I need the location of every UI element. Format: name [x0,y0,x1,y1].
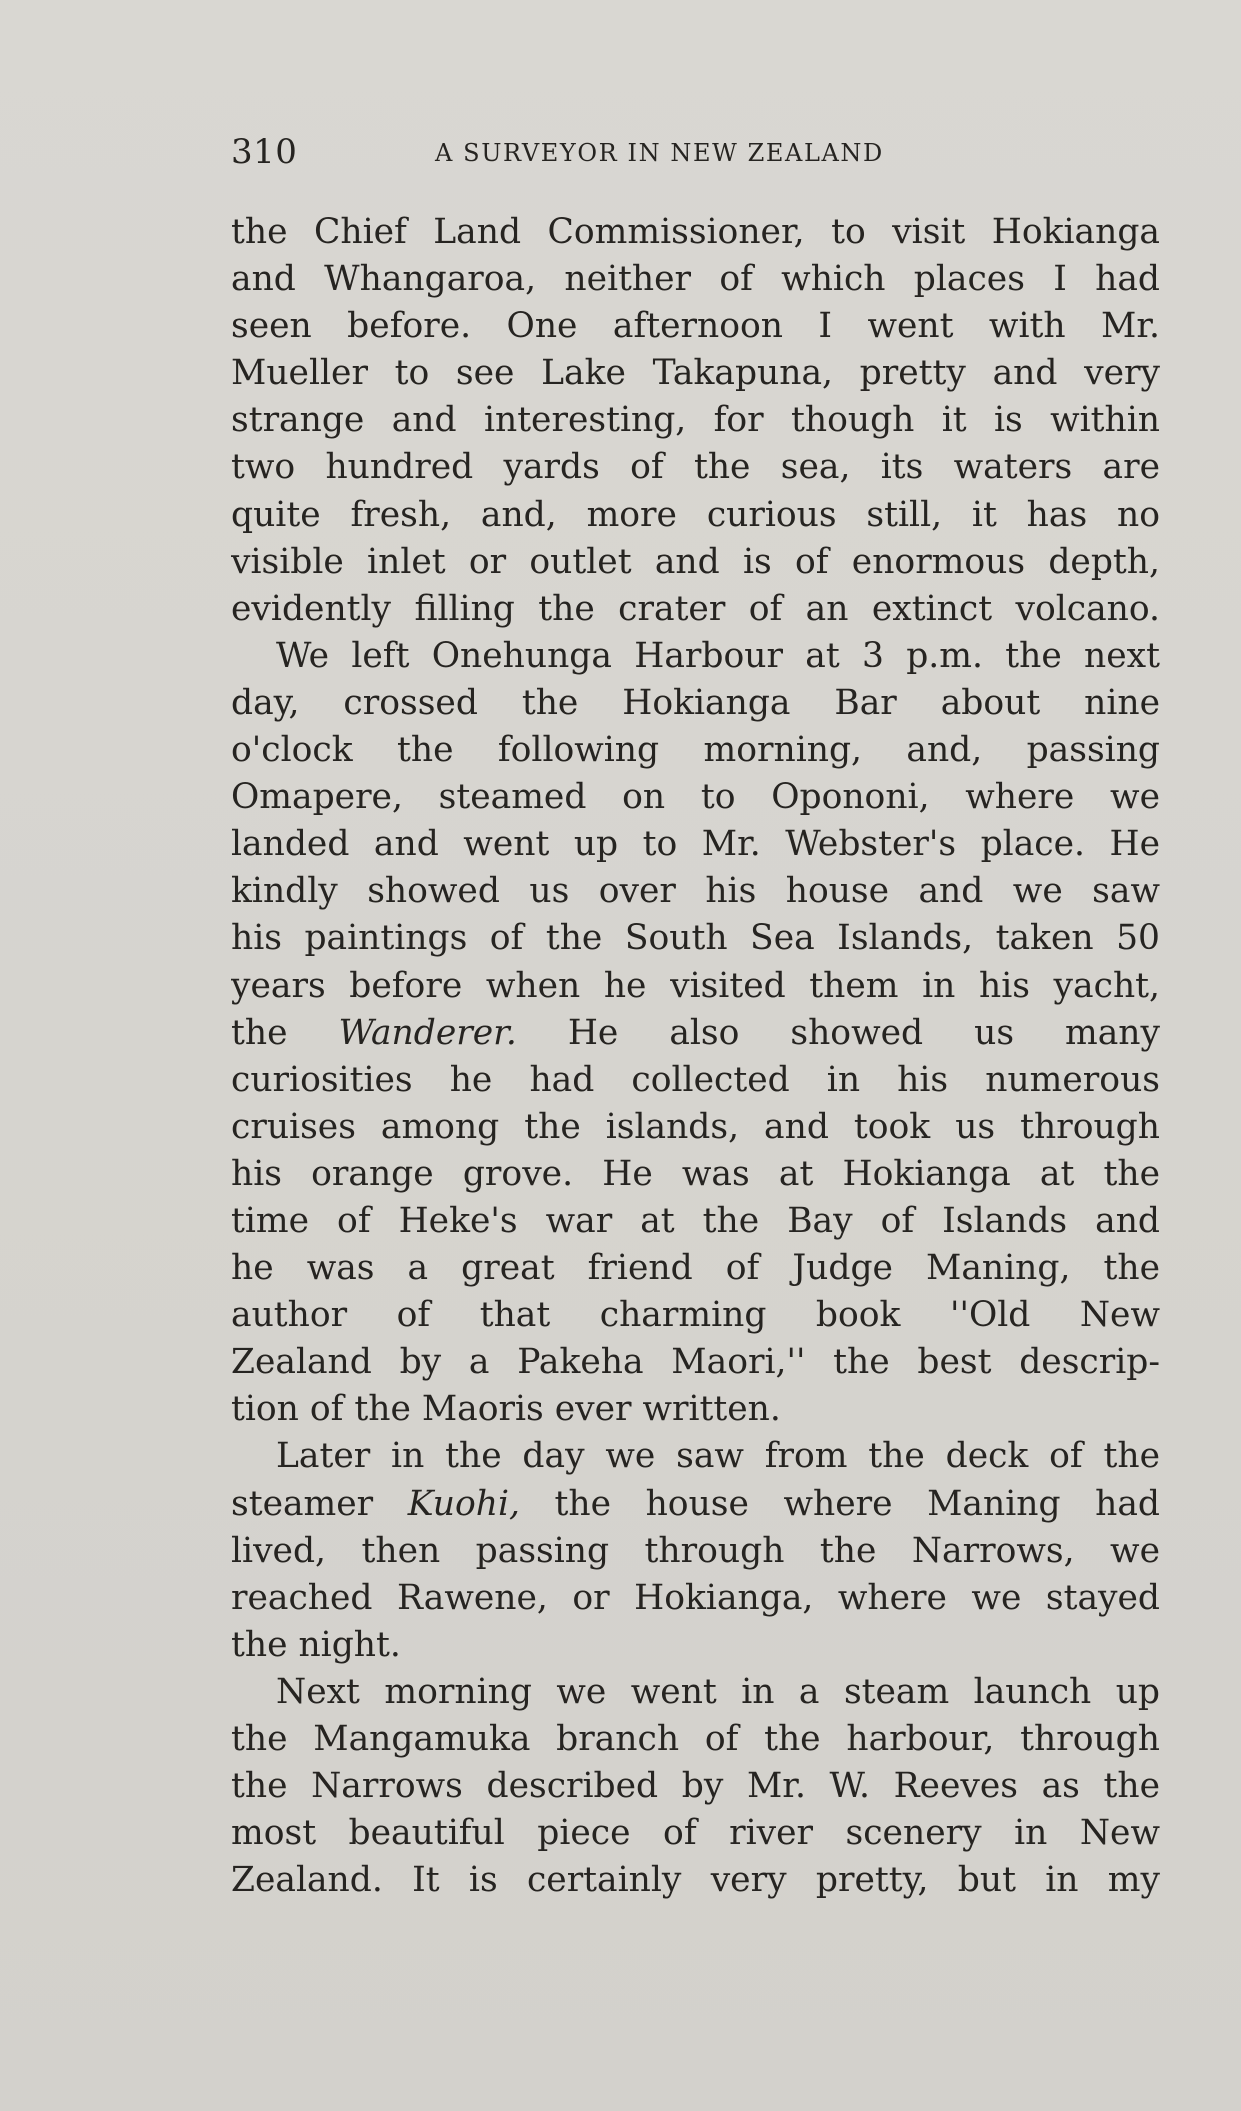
text-line: years before when he visited them in his yacht, [231,965,1160,1006]
text-run: the [231,1012,339,1053]
text-line: author of that charming book ''Old New [231,1295,1160,1336]
text-line: landed and went up to Mr. Webster's place. He [231,824,1160,865]
page-number: 310 [231,132,298,172]
text-line: tion of the Maoris ever written. [231,1389,781,1430]
text-line [231,1010,1160,1057]
text-line: two hundred yards of the sea, its waters are [231,447,1160,488]
text-line: reached Rawene, or Hokianga, where we stayed [231,1577,1160,1618]
text-line: seen before. One afternoon I went with Mr. [231,306,1160,347]
text-line: most beautiful piece of river scenery in New [231,1813,1160,1854]
text-line: Zealand. It is certainly very pretty, but in my [231,1860,1160,1901]
text-run: steamer [231,1483,408,1524]
running-head: A SURVEYOR IN NEW ZEALAND [435,139,884,167]
text-line: Omapere, steamed on to Opononi, where we [231,777,1160,818]
text-line: Mueller to see Lake Takapuna, pretty and very [231,353,1160,394]
text-line: the Chief Land Commissioner, to visit Hokianga [231,212,1160,252]
text-line: he was a great friend of Judge Maning, the [231,1248,1160,1289]
text-line: strange and interesting, for though it is within [231,400,1160,441]
text-line: Zealand by a Pakeha Maori,'' the best descrip- [231,1342,1160,1383]
text-line: and Whangaroa, neither of which places I had [231,259,1160,300]
text-line: Later in the day we saw from the deck of the [276,1436,1160,1477]
text-line [231,1481,1160,1528]
italic-title: Wanderer. [338,1012,517,1053]
text-line: We left Onehunga Harbour at 3 p.m. the next [276,635,1160,676]
page-header [231,130,1160,174]
text-line: time of Heke's war at the Bay of Islands and [231,1200,1160,1241]
body-text [231,209,1160,1904]
text-line: the Mangamuka branch of the harbour, through [231,1719,1160,1759]
text-line: day, crossed the Hokianga Bar about nine [231,682,1160,723]
text-line: his paintings of the South Sea Islands, taken 50 [231,918,1160,959]
text-line: quite fresh, and, more curious still, it has no [231,494,1160,535]
text-line: lived, then passing through the Narrows, we [231,1530,1160,1571]
text-line: curiosities he had collected in his numerous [231,1059,1160,1100]
italic-title: Kuohi, [407,1483,520,1524]
text-line: the night. [231,1624,401,1665]
text-line: kindly showed us over his house and we saw [231,871,1160,912]
text-line: Next morning we went in a steam launch up [276,1671,1160,1712]
text-run: the house where Maning had [519,1483,1160,1524]
text-line: his orange grove. He was at Hokianga at the [231,1153,1160,1194]
text-line: the Narrows described by Mr. W. Reeves as the [231,1766,1160,1807]
text-line: evidently filling the crater of an extinct volcano. [231,588,1160,629]
text-run: He also showed us many [516,1012,1160,1053]
text-line: cruises among the islands, and took us through [231,1106,1160,1147]
text-line: o'clock the following morning, and, passing [231,730,1160,771]
text-line: visible inlet or outlet and is of enormous depth, [231,541,1160,582]
